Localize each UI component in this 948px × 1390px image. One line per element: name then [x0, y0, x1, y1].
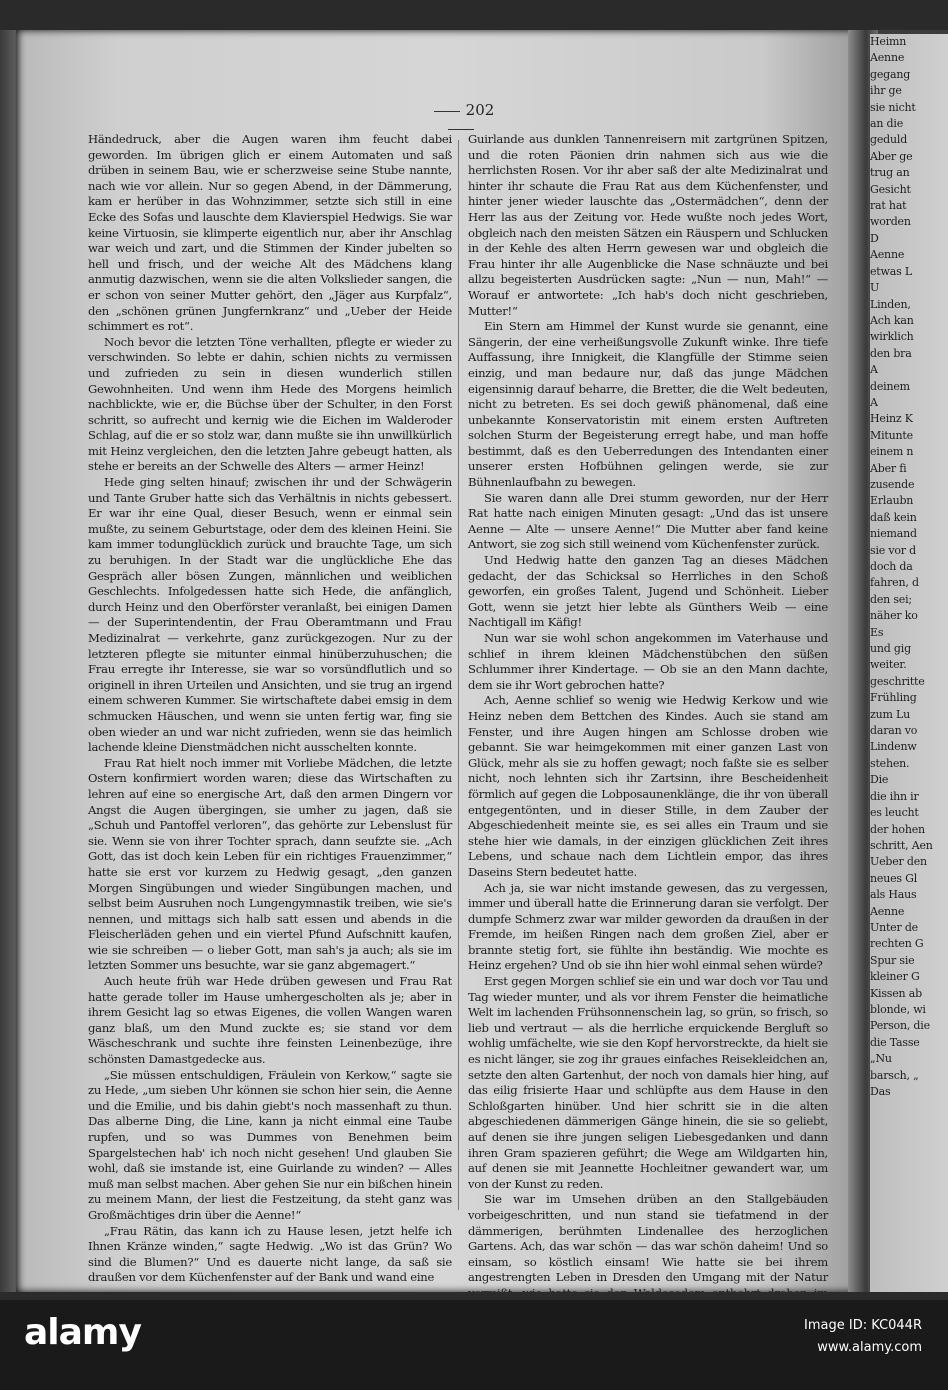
- paragraph: Sie war im Umsehen drüben an den Stallgebäuden vorbeigeschritten, und nun stand sie tiefatmend in der dämmerigen, berühmten Lindenallee des herzoglichen Gartens. Ach, das war schön — das war schön daheim! Und so einsam, so köstlich einsam! Wie hatte sie bei ihrem angestrengten Leben in Dresden den Umgang mit der Natur: [468, 1192, 828, 1285]
- next-page-line: Das: [870, 1085, 891, 1098]
- next-page-line: die Tasse: [870, 1035, 920, 1049]
- next-page-line: Lindenw: [870, 740, 917, 754]
- next-page-line: Aenne: [870, 51, 905, 65]
- next-page-line: Gesicht: [870, 182, 911, 196]
- next-page-line: D: [870, 231, 879, 245]
- next-page-fragment: [870, 34, 948, 1292]
- next-page-line: fahren, d: [870, 576, 919, 590]
- next-page-line: Mitunte: [870, 428, 913, 442]
- next-page-line: U: [870, 281, 880, 295]
- next-page-line: einem n: [870, 445, 914, 459]
- next-page-line: barsch, „: [870, 1068, 919, 1082]
- next-page-line: Die: [870, 773, 889, 787]
- next-page-line: rat hat: [870, 199, 907, 213]
- image-id: Image ID: KC044R: [804, 1318, 922, 1333]
- next-page-line: geschritte: [870, 674, 925, 688]
- book-top-edge: [0, 0, 948, 30]
- next-page-line: an die: [870, 117, 904, 131]
- next-page-line: es leucht: [870, 806, 919, 820]
- next-page-line: den sei;: [870, 592, 912, 606]
- paragraph: „Sie müssen entschuldigen, Fräulein von Kerkow,“ sagte sie zu Hede, „um sieben Uhr können sie schon hier sein, die Aenne und die Emilie, und bis dahin giebt's noch massenhaft zu thun. Das alberne Ding, die Line, kann ja nicht einmal eine Taube rupfen, und so was Dummes von Benehmen beim Spargelstechen hab' ich noch nicht gesehen! Und glauben Sie wohl, daß sie imstande ist, eine Guirlande zu winden? — Alles muß man selbst machen. Aber gehen Sie nur ein bißchen hinein zu meinem Mann, der liest die Festzeitung, da steht ganz was Großmächtiges drin über die Aenne!“: [88, 1067, 452, 1222]
- next-page-line: der hohen: [870, 822, 925, 836]
- next-page-line: die ihn ir: [870, 789, 919, 803]
- next-page-line: blonde, wi: [870, 1002, 926, 1016]
- paragraph: Sie waren dann alle Drei stumm geworden, nur der Herr Rat hatte nach einigen Minuten gesagt: „Und das ist unsere Aenne — Alte — unsere Aenne!“ Die Mutter aber fand keine Antwort, sie zog sich still weinend vom Küchenfenster zurück.: [468, 490, 828, 552]
- next-page-line: stehen.: [870, 756, 910, 770]
- paragraph: Ach, Aenne schlief so wenig wie Hedwig Kerkow und wie Heinz neben dem Bettchen des Kindes. Auch sie stand am Fenster, und ihre Augen hingen am Schlosse droben wie gebannt. Sie war heimgekommen mit einer ganzen Last von Glück, mehr als sie zu hoffen gewagt; noch faßte sie es selber nicht, noch lehnten sich ihr Zartsinn, ihre Bescheidenheit förmlich auf gegen die Lobposaunenklänge, die ihr von überall entgegentönten, und in dieser Stille, in dem Zauber der Abgeschiedenheit meinte sie, es sei alles ein Traum und sie stehe hier wie damals, in der einzigen glücklichen Zeit ihres Lebens, und schaue nach dem Lichtlein empor, das ihres Daseins Stern bedeutet hatte.: [468, 693, 828, 879]
- next-page-line: Ach kan: [870, 313, 914, 327]
- next-page-line: Heimn: [870, 35, 907, 48]
- paragraph: Ach ja, sie war nicht imstande gewesen, das zu vergessen, immer und überall hatte die Erinnerung daran sie verfolgt. Der dumpfe Schmerz zwar war milder geworden da draußen in der Fremde, im heißen Ringen nach dem großen Ziel, aber er brannte stetig fort, sie fühlte ihn beständig. Wie mochte es Heinz ergehen? Und ob sie ihn hier wohl einmal sehen würde?: [468, 880, 828, 973]
- next-page-line: Es: [870, 625, 884, 639]
- left-text-column: [88, 132, 452, 1286]
- next-page-line: Aenne: [870, 904, 905, 918]
- stock-info: [804, 1315, 922, 1359]
- next-page-line: kleiner G: [870, 970, 920, 984]
- next-page-line: Spur sie: [870, 953, 915, 967]
- next-page-line: „Nu: [870, 1052, 892, 1066]
- column-divider: [458, 140, 459, 1210]
- next-page-line: gegang: [870, 67, 911, 81]
- next-page-line: geduld: [870, 133, 908, 147]
- paragraph: Erst gegen Morgen schlief sie ein und war doch vor Tau und Tag wieder munter, und als vor ihrem Fenster die heimatliche Welt im lachenden Frühsonnenschein lag, so grün, so frisch, so lieb und vertraut — als die herrliche erquickende Bergluft so wohlig umfächelte, wie sie den Kopf hervorstreckte, da hielt sie es nicht länger, sie zog ihr graues einfaches Reisekleidchen an, setzte den alten Gartenhut, der noch von damals hier hing, auf das eilig frisierte Haar und schlüpfte aus dem Hause in den Schloßgarten hinüber. Und hier schritt sie in die alten abgeschiedenen dämmerigen Gänge hinein, die sie so geliebt, auf denen sie ihre jungen seligen Liebesgedanken und dann ihren Gram spazieren geführt; die Wege am Wildgarten hin, auf denen sie mit Jeannette Hochleitner gewandert war, um von der Kunst zu reden.: [468, 974, 828, 1191]
- next-page-line: trug an: [870, 166, 910, 180]
- paragraph: Und Hedwig hatte den ganzen Tag an dieses Mädchen gedacht, der das Schicksal so Herrliches in den Schoß geworfen, ein großes Talent, Jugend und Schönheit. Lieber Gott, wenn sie jetzt hier lebte als Günthers Weib — eine Nachtigall im Käfig!: [468, 553, 828, 630]
- next-page-line: zusende: [870, 477, 915, 491]
- next-page-line: weiter.: [870, 658, 907, 672]
- next-page-line: daß kein: [870, 510, 917, 524]
- next-page-line: ihr ge: [870, 84, 902, 98]
- next-page-line: Unter de: [870, 920, 918, 934]
- next-page-line: A: [870, 395, 878, 409]
- next-page-line: Aber ge: [870, 149, 913, 163]
- next-page-line: schritt, Aen: [870, 838, 933, 852]
- site-url: www.alamy.com: [817, 1340, 922, 1355]
- next-page-line: sie vor d: [870, 543, 917, 557]
- next-page-line: zum Lu: [870, 707, 910, 721]
- paragraph: „Frau Rätin, das kann ich zu Hause lesen, jetzt helfe ich Ihnen Kränze winden,“ sagte Hedwig. „Wo ist das Grün? Wo sind die Blumen?“ Und es dauerte nicht lange, da saß sie draußen vor dem Küchenfenster auf der Bank und wand eine: [88, 1223, 452, 1285]
- next-page-line: rechten G: [870, 937, 924, 951]
- paragraph: Auch heute früh war Hede drüben gewesen und Frau Rat hatte gerade toller im Hause umhergescholten als je; aber in ihrem Gesicht lag so etwas Eigenes, die vollen Wangen waren ganz blaß, um den Mund zuckte es; sie stand vor dem Wäscheschrank und suchte ihre feinsten Leinenbezüge, ihre schönsten Damastgedecke aus.: [88, 974, 452, 1067]
- page-number: 202: [416, 101, 506, 137]
- next-page-line: Person, die: [870, 1019, 930, 1033]
- next-page-line: Kissen ab: [870, 986, 922, 1000]
- next-page-line: Ueber den: [870, 855, 927, 869]
- next-page-line: Erlaubn: [870, 494, 914, 508]
- next-page-line: den bra: [870, 346, 912, 360]
- next-page-line: Frühling: [870, 691, 917, 705]
- next-page-line: Aenne: [870, 248, 905, 262]
- paragraph: Ein Stern am Himmel der Kunst wurde sie genannt, eine Sängerin, der eine verheißungsvolle Zukunft winke. Ihre tiefe Auffassung, ihre Innigkeit, die Klangfülle der Stimme seien einzig, und man bedaure nur, daß das junge Mädchen eigensinnig darauf beharre, die Bretter, die die Welt bedeuten, nicht zu betreten. Es sei doch gewiß phänomenal, daß eine unbekannte Konservatoristin mit einem ersten Auftreten solchen Sturm der Begeisterung erregt habe, und man hoffe bestimmt, daß es den Ueberredungen des Intendanten einer unserer ersten Hofbühnen gelingen werde, sie zur Bühnenlaufbahn zu bewegen.: [468, 319, 828, 490]
- next-page-line: niemand: [870, 527, 917, 541]
- right-text-column: [468, 132, 828, 1380]
- stock-logo: alamy: [24, 1312, 141, 1353]
- paragraph: Frau Rat hielt noch immer mit Vorliebe Mädchen, die letzte Ostern konfirmiert worden waren; diese das Wirtschaften zu lehren auf eine so energische Art, daß den armen Dingern vor Angst die Augen übergingen, sie umher zu jagen, daß sie „Schuh und Pantoffel verloren“, das gehörte zur Lebenslust für sie. Wenn sie von ihrer Tochter sprach, dann seufzte sie. „Ach Gott, das ist doch kein Leben für ein richtiges Frauenzimmer,“ hatte sie erst vor kurzem zu Hedwig gesagt, „den ganzen Morgen Singübungen und wieder Singübungen machen, und selbst beim Ausruhen noch Lungengymnastik treiben, wie sie's nennen, und mittags sich halb satt essen und abends in die Fleischerläden gehen und ein viertel Pfund Aufschnitt kaufen, wie sie schreiben — o lieber Gott, man sah's ja auch; als sie im letzten Sommer uns besuchte, war sie ganz abgemagert.“: [88, 755, 452, 973]
- paragraph: Guirlande aus dunklen Tannenreisern mit zartgrünen Spitzen, und die roten Päonien drin nahmen sich aus wie die herrlichsten Rosen. Vor ihr aber saß der alte Medizinalrat und hinter ihr schaute die Frau Rat aus dem Küchenfenster, und hinter jener wieder lauschte das „Ostermädchen“, denn der Herr las aus der Zeitung vor. Hede wußte noch jedes Wort, obgleich nach den meisten Sätzen ein Räuspern und Schlucken in der Kehle des alten Herrn gewesen war und obgleich die Frau hinter ihr alle Augenblicke die Nase schnäuzte und bei allzu begeisterten Ausdrücken sagte: „Nun — nun, Mah!“ — Worauf er antwortete: „Ich hab's doch nicht geschrieben, Mutter!“: [468, 132, 828, 318]
- next-page-line: daran vo: [870, 724, 918, 738]
- next-page-line: sie nicht: [870, 100, 916, 114]
- paragraph: Händedruck, aber die Augen waren ihm feucht dabei geworden. Im übrigen glich er einem Automaten und saß drüben in seinem Bau, wie er scherzweise seine Stube nannte, nach wie vor allein. Nur so gegen Abend, in der Dämmerung, kam er herüber in das Wohnzimmer, setzte sich still in eine Ecke des Sofas und lauschte dem Klavierspiel Hedwigs. Sie war keine Virtuosin, sie klimperte eigentlich nur, aber ihr Anschlag war weich und zart, und die Stimmen der Kinder jubelten so hell und frisch, und der weiche Alt des Mädchens klang anmutig dazwischen, wenn sie die alten Volkslieder sangen, die er schon von seiner Mutter gehört, den „Jäger aus Kurpfalz“, den „schönen grünen Jungfernkranz“ und „Ueber der Heide schimmert es rot“.: [88, 132, 452, 334]
- next-page-line: neues Gl: [870, 871, 918, 885]
- next-page-line: etwas L: [870, 264, 912, 278]
- next-page-line: A: [870, 363, 878, 377]
- paragraph: Hede ging selten hinauf; zwischen ihr und der Schwägerin und Tante Gruber hatte sich das Verhältnis in nichts gebessert. Er war ihr eine Qual, dieser Besuch, wenn er einmal sein mußte, zu seinem Geburtstage, oder dem des kleinen Heini. Sie kam immer todunglücklich zurück und brauchte Tage, um sich zu beruhigen. In der Stadt war die unglückliche Ehe das Gespräch aller bösen Zungen, männlichen und weiblichen Geschlechts. Infolgedessen hatte sich Hede, die anfänglich, durch Heinz und den Oberförster veranlaßt, bei einigen Damen — der Superintendentin, der Frau Oberamtmann und Frau Medizinalrat — verkehrte, ganz zurückgezogen. Nur zu der letzteren pflegte sie mitunter einmal hinüberzuhuschen; die Frau erregte ihr Interesse, sie war so vorsündflutlich und so originell in ihren Urteilen und Ansichten, und sie trug an irgend einem schweren Kummer. Sie wirtschaftete dabei emsig in dem schmucken Häuschen, und wenn sie unten fertig war, fing sie oben wieder an und war nicht zufrieden, wenn sie das heimlich lachende kleine Dienstmädchen nicht ausschelten konnte.: [88, 475, 452, 755]
- next-page-line: doch da: [870, 560, 913, 573]
- paragraph: Noch bevor die letzten Töne verhallten, pflegte er wieder zu verschwinden. So lebte er dahin, schien nichts zu vermissen und zufrieden zu sein in diesen wunderlich stillen Gewohnheiten. Und wenn ihm Hede des Morgens heimlich nachblickte, wie er, die Büchse über der Schulter, in den Forst schritt, so aufrecht und kernig wie die Eichen im Walderoder Schlag, auf die er so stolz war, dann mußte sie ihn unwillkürlich mit Heinz vergleichen, den die letzten Jahre gebeugt hatten, als stehe er bereits an der Schwelle des Alters — armer Heinz!: [88, 334, 452, 474]
- next-page-line: Heinz K: [870, 412, 913, 426]
- next-page-line: als Haus: [870, 888, 917, 902]
- footer-divider: [0, 1292, 948, 1300]
- next-page-line: und gig: [870, 642, 911, 656]
- next-page-line: deinem: [870, 379, 910, 393]
- paragraph: Nun war sie wohl schon angekommen im Vaterhause und schlief in ihrem kleinen Mädchenstübchen den süßen Schlummer ihrer Kindertage. — Ob sie an den Mann dachte, dem sie ihr Wort gebrochen hatte?: [468, 631, 828, 692]
- next-page-line: Linden,: [870, 297, 911, 311]
- next-page-line: worden: [870, 215, 911, 229]
- next-page-line: wirklich: [870, 330, 914, 344]
- next-page-line: näher ko: [870, 609, 918, 623]
- next-page-line: Aber fi: [870, 461, 907, 475]
